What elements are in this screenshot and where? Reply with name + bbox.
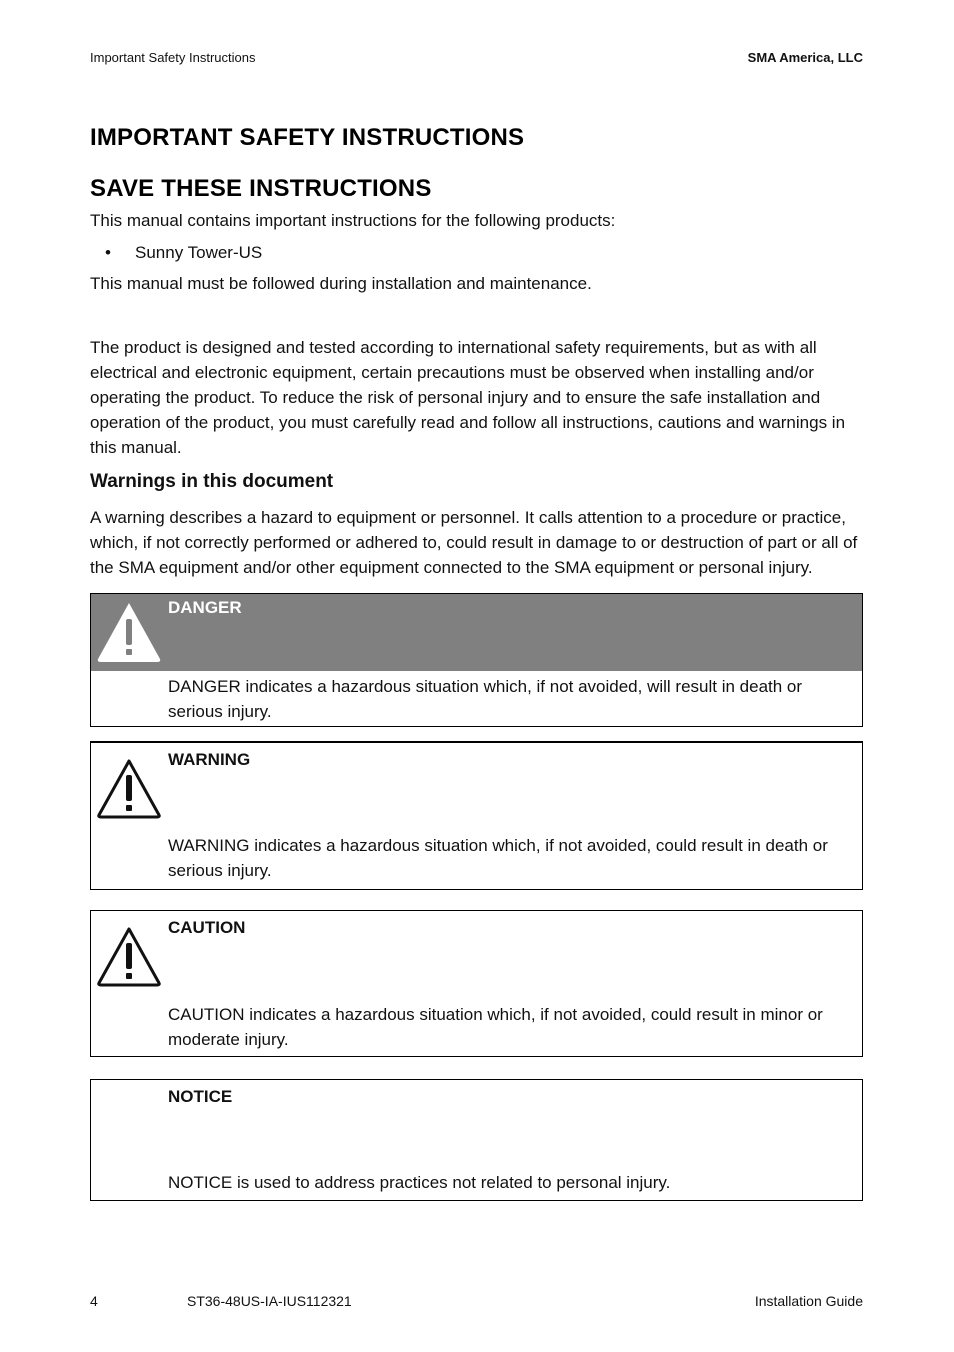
caution-label: CAUTION xyxy=(168,918,246,937)
page-number: 4 xyxy=(90,1293,98,1309)
document-type: Installation Guide xyxy=(754,1293,863,1309)
caution-box xyxy=(90,910,863,1057)
running-header-left: Important Safety Instructions xyxy=(90,50,256,65)
bullet-symbol: • xyxy=(105,243,111,262)
warning-text: WARNING indicates a hazardous situation which, if not avoided, could result in death or serious injury. xyxy=(168,836,828,880)
design-paragraph: The product is designed and tested according to international safety requirements, but as with all electrical and electronic equipment, certain precautions must be observed when installing and/or operating the product. To reduce the risk of personal injury and to ensure the safe installation and operation of the product, you must carefully read and follow all instructions, cautions and warnings in this manual. xyxy=(90,338,846,457)
warnings-heading: Warnings in this document xyxy=(90,471,334,492)
notice-box xyxy=(90,1079,863,1201)
page-title: IMPORTANT SAFETY INSTRUCTIONS xyxy=(90,124,525,151)
danger-label: DANGER xyxy=(168,598,242,617)
product-list-item xyxy=(105,240,880,265)
caution-text: CAUTION indicates a hazardous situation which, if not avoided, could result in minor or moderate injury. xyxy=(168,1005,823,1049)
notice-label: NOTICE xyxy=(168,1087,233,1106)
warning-triangle-filled-icon xyxy=(95,598,163,664)
danger-box-header xyxy=(91,594,862,671)
running-header-company: SMA America, LLC xyxy=(747,50,863,65)
warning-triangle-outline-icon xyxy=(95,923,163,989)
section-title-save: SAVE THESE INSTRUCTIONS xyxy=(90,175,432,202)
notice-text: NOTICE is used to address practices not related to personal injury. xyxy=(168,1173,671,1192)
warning-label: WARNING xyxy=(168,750,251,769)
product-name: Sunny Tower-US xyxy=(135,243,263,262)
warnings-paragraph: A warning describes a hazard to equipment or personnel. It calls attention to a procedure or practice, which, if not correctly performed or adhered to, could result in damage to or destruction of part or all of the SMA equipment and/or other equipment connected to the SMA equipment or personal injury. xyxy=(90,508,858,577)
follow-paragraph: This manual must be followed during installation and maintenance. xyxy=(90,274,592,293)
warning-box xyxy=(90,741,863,890)
intro-paragraph: This manual contains important instructions for the following products: xyxy=(90,211,616,230)
document-code: ST36-48US-IA-IUS112321 xyxy=(187,1293,352,1309)
danger-text: DANGER indicates a hazardous situation which, if not avoided, will result in death or serious injury. xyxy=(168,677,803,721)
warning-triangle-outline-icon xyxy=(95,755,163,821)
danger-box xyxy=(90,593,863,727)
